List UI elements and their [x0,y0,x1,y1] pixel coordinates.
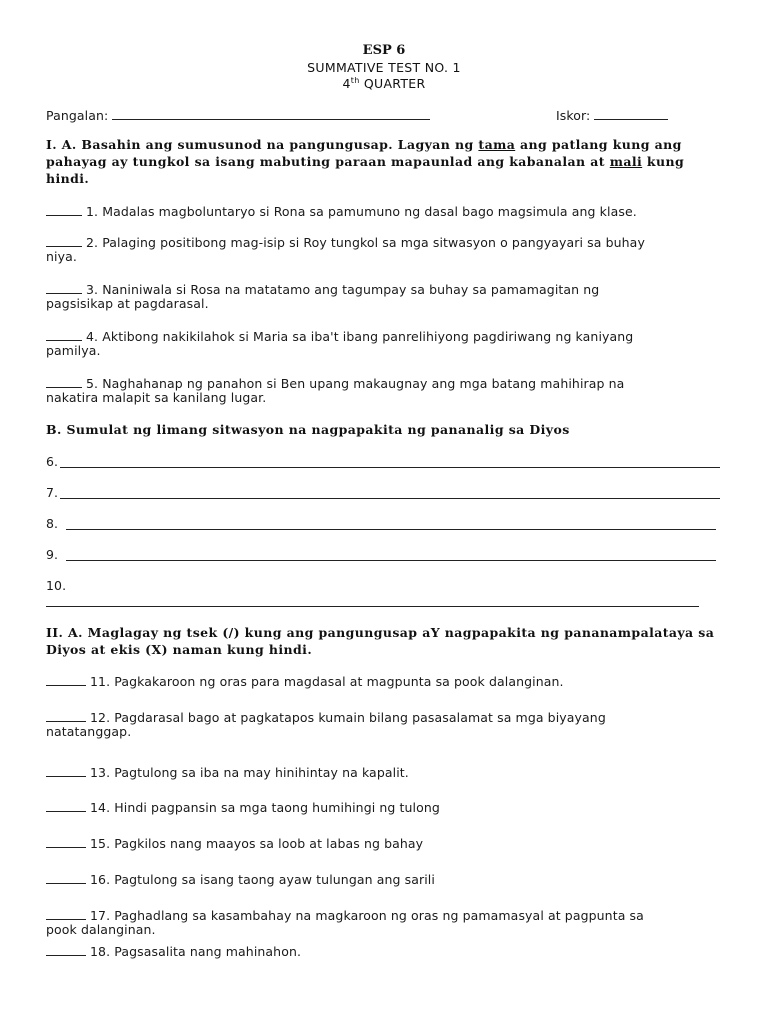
quarter-number: 4 [342,76,351,92]
answer-blank[interactable] [46,709,86,722]
name-blank[interactable] [112,107,430,120]
situation-answer-line[interactable] [60,498,720,499]
answer-blank[interactable] [46,234,82,247]
item-text: 4. Aktibong nakikilahok si Maria sa iba't ibang panrelihiyong pagdiriwang ng kaniyang [86,329,634,344]
item-text: 18. Pagsasalita nang mahinahon. [90,944,302,959]
quarter-ordinal: th [350,76,360,85]
part2a-item [46,943,301,959]
subject-title: ESP 6 [362,43,406,58]
item-text-continued: pagsisikap at pagdarasal. [46,296,209,311]
test-name: SUMMATIVE TEST NO. 1 [307,60,461,75]
situation-number: 10. [46,578,67,593]
part2a-item [46,799,440,815]
situation-answer-line[interactable] [60,467,720,468]
answer-blank[interactable] [46,328,82,341]
item-text: 16. Pagtulong sa isang taong ayaw tulungan ang sarili [90,872,435,887]
answer-blank[interactable] [46,835,86,848]
name-field[interactable] [46,107,430,123]
part1b-instruction: B. Sumulat ng limang sitwasyon na nagpapakita ng pananalig sa Diyos [46,422,570,437]
answer-blank[interactable] [46,871,86,884]
item-text: 14. Hindi pagpansin sa mga taong humihingi ng tulong [90,800,440,815]
answer-blank[interactable] [46,764,86,777]
part1a-instruction-line2: pahayag ay tungkol sa isang mabuting paraan mapaunlad ang kabanalan at mali kung [46,154,685,169]
situation-number: 9. [46,547,59,562]
item-text: 11. Pagkakaroon ng oras para magdasal at magpunta sa pook dalanginan. [90,674,564,689]
score-label: Iskor: [556,108,591,123]
part1a-instruction-line3: hindi. [46,171,90,186]
answer-blank[interactable] [46,375,82,388]
item-text: 5. Naghahanap ng panahon si Ben upang makaugnay ang mga batang mahihirap na [86,376,625,391]
answer-blank[interactable] [46,943,86,956]
part2a-item [46,709,606,725]
part1a-item [46,203,637,219]
part1a-item [46,234,645,250]
part2a-item [46,871,435,887]
situation-answer-line[interactable] [66,529,716,530]
item-text: 12. Pagdarasal bago at pagkatapos kumain bilang pasasalamat sa mga biyayang [90,710,606,725]
item-text-continued: natatanggap. [46,724,132,739]
situation-answer-line[interactable] [66,560,716,561]
keyword-tama: tama [478,137,516,152]
item-text-continued: niya. [46,249,77,264]
quarter-label [0,76,768,91]
part2a-item [46,907,644,923]
item-text: 15. Pagkilos nang maayos sa loob at labas ng bahay [90,836,424,851]
situation-number: 8. [46,516,59,531]
answer-blank[interactable] [46,907,86,920]
part2a-instruction-line2: Diyos at ekis (X) naman kung hindi. [46,642,313,657]
situation-number: 7. [46,485,59,500]
part2a-item [46,673,564,689]
item-text-continued: pook dalanginan. [46,922,156,937]
name-label: Pangalan: [46,108,109,123]
item-text-continued: pamilya. [46,343,101,358]
answer-blank[interactable] [46,281,82,294]
item-text: 13. Pagtulong sa iba na may hinihintay na kapalit. [90,765,409,780]
part1a-item [46,328,633,344]
keyword-mali: mali [609,154,643,169]
part1a-item [46,375,624,391]
part2a-instruction-line1: II. A. Maglagay ng tsek (/) kung ang pangungusap aY nagpapakita ng pananampalataya sa [46,625,715,640]
item-text-continued: nakatira malapit sa kanilang lugar. [46,390,267,405]
part1a-item [46,281,599,297]
answer-blank[interactable] [46,673,86,686]
item-text: 3. Naniniwala si Rosa na matatamo ang tagumpay sa buhay sa pamamagitan ng [86,282,600,297]
answer-blank[interactable] [46,799,86,812]
item-text: 17. Paghadlang sa kasambahay na magkaroon ng oras ng pamamasyal at pagpunta sa [90,908,644,923]
answer-blank[interactable] [46,203,82,216]
score-field[interactable] [556,107,668,123]
situation-number: 6. [46,454,59,469]
item-text: 1. Madalas magboluntaryo si Rona sa pamumuno ng dasal bago magsimula ang klase. [86,204,637,219]
item-text: 2. Palaging positibong mag-isip si Roy tungkol sa mga sitwasyon o pangyayari sa buhay [86,235,645,250]
part1a-instruction-line1: I. A. Basahin ang sumusunod na pangungusap. Lagyan ng tama ang patlang kung ang [46,137,682,152]
situation-answer-line[interactable] [46,606,699,607]
part2a-item [46,764,409,780]
part2a-item [46,835,423,851]
quarter-word: QUARTER [363,76,426,92]
score-blank[interactable] [594,107,668,120]
